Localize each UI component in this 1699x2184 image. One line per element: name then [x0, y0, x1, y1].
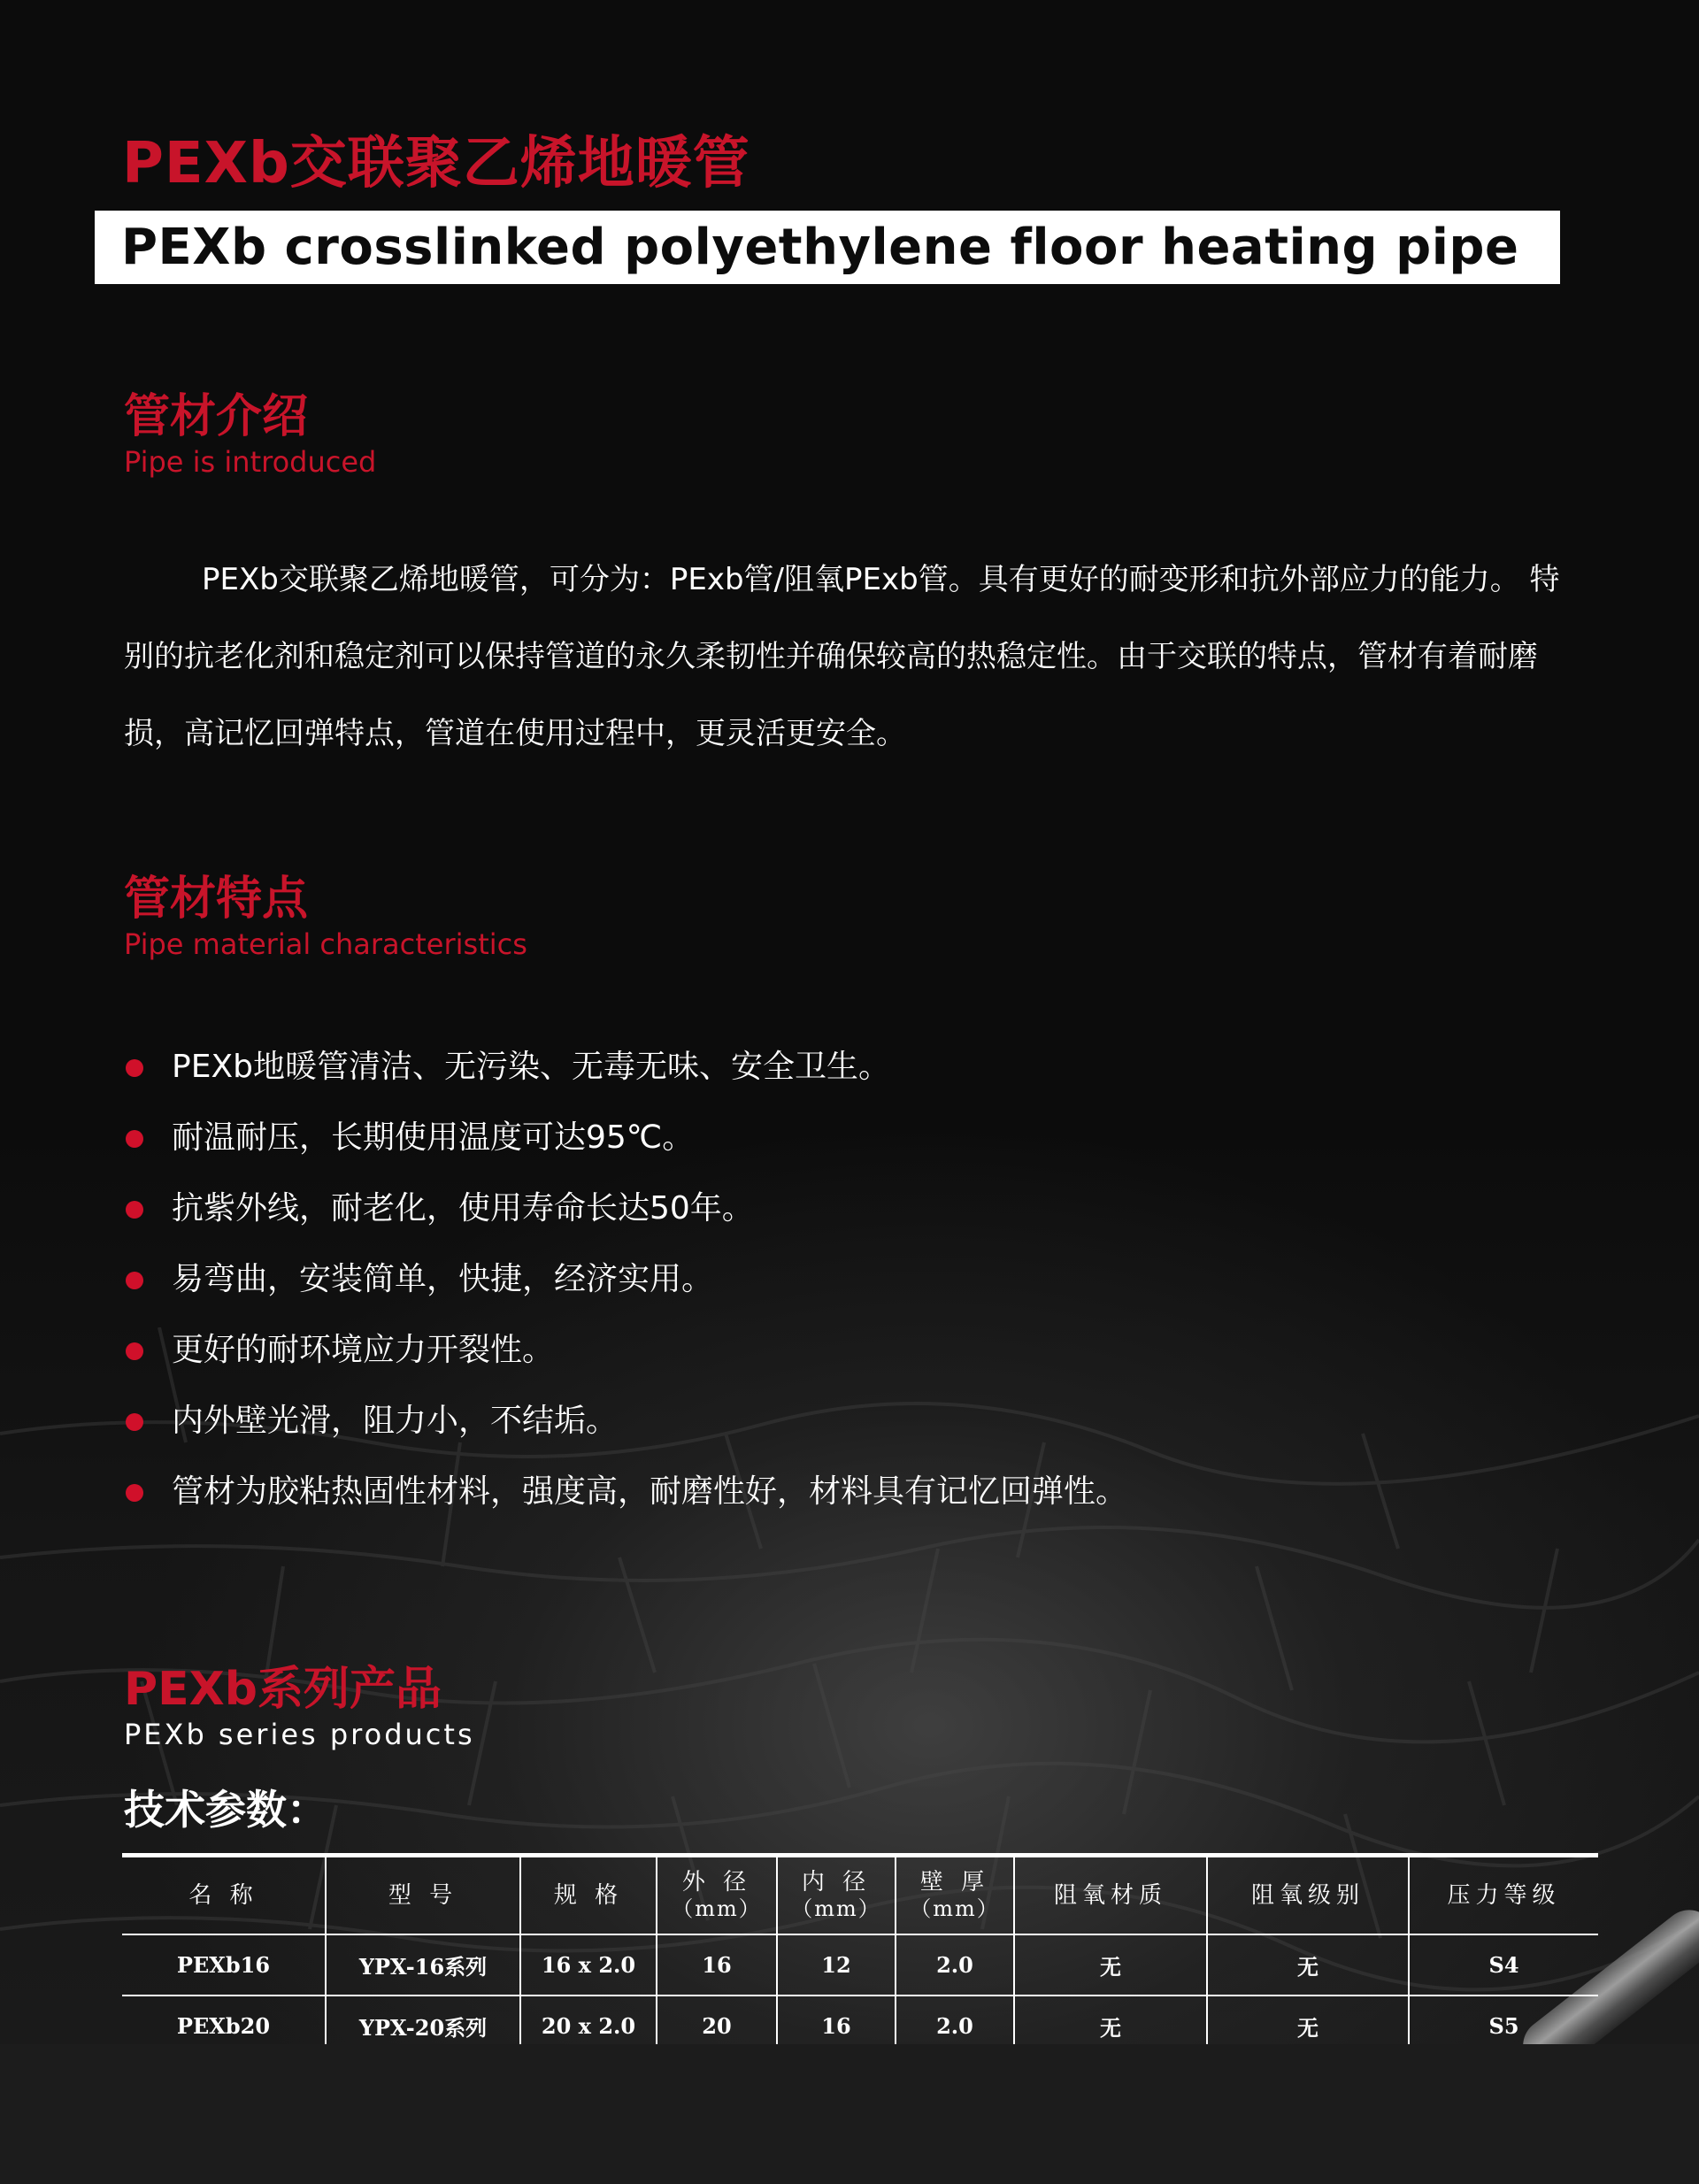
- table-cell: YPX-16系列: [326, 1934, 520, 1996]
- table-cell: 无: [1207, 1934, 1409, 1996]
- table-cell: S5: [1409, 1996, 1598, 2044]
- feature-item: [124, 1173, 1127, 1244]
- feature-text: 易弯曲，安装简单，快捷，经济实用。: [172, 1261, 714, 1297]
- intro-heading-en: Pipe is introduced: [124, 445, 377, 479]
- table-row: [122, 1996, 1598, 2044]
- table-cell: 2.0: [896, 1934, 1014, 1996]
- table-cell: PEXb16: [122, 1934, 326, 1996]
- features-heading: [124, 872, 527, 962]
- column-header: 内 径 （mm）: [777, 1856, 896, 1935]
- table-cell: PEXb20: [122, 1996, 326, 2044]
- table-cell: 16 x 2.0: [520, 1934, 657, 1996]
- bullet-dot-icon: [126, 1130, 143, 1148]
- features-list: [124, 1032, 1127, 1527]
- column-header: 名 称: [122, 1856, 326, 1935]
- column-header: 阻氧材质: [1014, 1856, 1207, 1935]
- column-header: 阻氧级别: [1207, 1856, 1409, 1935]
- feature-item: [124, 1032, 1127, 1103]
- table-row: [122, 1934, 1598, 1996]
- table-header-row: [122, 1856, 1598, 1935]
- bullet-dot-icon: [126, 1272, 143, 1289]
- main-title-en: PEXb crosslinked polyethylene floor heating pipe: [121, 219, 1519, 276]
- feature-text: 内外壁光滑，阻力小，不结垢。: [172, 1403, 619, 1439]
- column-header: 壁 厚 （mm）: [896, 1856, 1014, 1935]
- feature-text: 更好的耐环境应力开裂性。: [172, 1332, 555, 1368]
- feature-text: 耐温耐压，长期使用温度可达95℃。: [172, 1119, 695, 1156]
- table-cell: YPX-20系列: [326, 1996, 520, 2044]
- table-cell: 16: [657, 1934, 777, 1996]
- bullet-dot-icon: [126, 1342, 143, 1360]
- column-header: 规 格: [520, 1856, 657, 1935]
- bullet-dot-icon: [126, 1201, 143, 1219]
- products-heading: [124, 1662, 475, 1752]
- table-cell: 16: [777, 1996, 896, 2044]
- column-header: 外 径 （mm）: [657, 1856, 777, 1935]
- feature-text: PEXb地暖管清洁、无污染、无毒无味、安全卫生。: [172, 1049, 890, 1085]
- products-heading-cn: PEXb系列产品: [124, 1663, 442, 1716]
- table-cell: 12: [777, 1934, 896, 1996]
- feature-item: [124, 1103, 1127, 1173]
- feature-item: [124, 1244, 1127, 1315]
- table-cell: 2.0: [896, 1996, 1014, 2044]
- feature-item: [124, 1315, 1127, 1386]
- feature-text: 抗紫外线，耐老化，使用寿命长达50年。: [172, 1190, 754, 1227]
- spec-table: [122, 1853, 1598, 2044]
- bullet-dot-icon: [126, 1484, 143, 1502]
- intro-heading-cn: 管材介绍: [124, 390, 309, 443]
- products-heading-en: PEXb series products: [124, 1718, 475, 1751]
- main-title-cn: PEXb交联聚乙烯地暖管: [122, 131, 750, 196]
- column-header: 型 号: [326, 1856, 520, 1935]
- feature-text: 管材为胶粘热固性材料，强度高，耐磨性好，材料具有记忆回弹性。: [172, 1473, 1128, 1510]
- column-header: 压力等级: [1409, 1856, 1598, 1935]
- features-heading-cn: 管材特点: [124, 873, 309, 926]
- table-cell: S4: [1409, 1934, 1598, 1996]
- intro-paragraph: PEXb交联聚乙烯地暖管，可分为：PExb管/阻氧PExb管。具有更好的耐变形和抗外部应力的能力。 特别的抗老化剂和稳定剂可以保持管道的永久柔韧性并确保较高的热稳定性。由于交联的特点，管材有着耐磨损，高记忆回弹特点，管道在使用过程中，更灵活更安全。: [124, 562, 1560, 751]
- table-cell: 无: [1014, 1934, 1207, 1996]
- bullet-dot-icon: [126, 1059, 143, 1077]
- table-cell: 无: [1207, 1996, 1409, 2044]
- tech-params-label: 技术参数：: [124, 1786, 327, 1834]
- feature-item: [124, 1457, 1127, 1527]
- title-banner: [95, 211, 1560, 284]
- bullet-dot-icon: [126, 1413, 143, 1431]
- features-heading-en: Pipe material characteristics: [124, 927, 527, 961]
- feature-item: [124, 1386, 1127, 1457]
- table-cell: 20 x 2.0: [520, 1996, 657, 2044]
- table-cell: 20: [657, 1996, 777, 2044]
- table-cell: 无: [1014, 1996, 1207, 2044]
- intro-heading: [124, 389, 376, 480]
